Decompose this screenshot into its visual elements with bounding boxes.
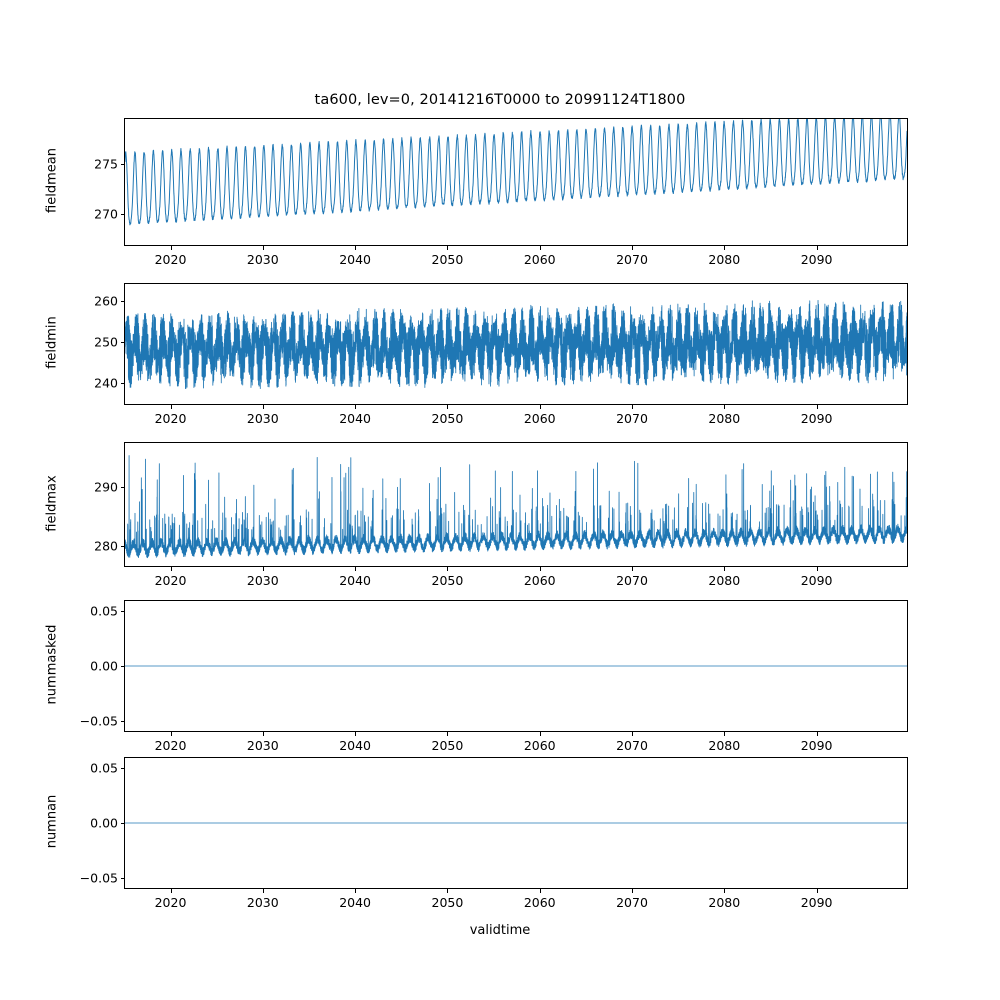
x-tick-mark <box>447 567 448 571</box>
x-tick-mark <box>632 246 633 250</box>
x-tick-mark <box>632 732 633 736</box>
y-tick-label: 280 <box>94 538 118 554</box>
x-tick-label: 2090 <box>800 411 833 426</box>
x-tick-label: 2030 <box>246 895 279 910</box>
x-tick-mark <box>263 889 264 893</box>
y-tick-mark <box>121 666 125 667</box>
data-line-fieldmax <box>125 456 907 558</box>
x-tick-label: 2050 <box>431 252 464 267</box>
x-tick-mark <box>632 405 633 409</box>
y-tick-mark <box>121 214 125 215</box>
x-tick-mark <box>355 246 356 250</box>
y-tick-label: 0.00 <box>90 815 118 831</box>
y-tick-label: 290 <box>94 479 118 495</box>
x-tick-label: 2090 <box>800 738 833 753</box>
y-axis-label-nummasked: nummasked <box>44 624 60 705</box>
x-tick-label: 2070 <box>616 573 648 588</box>
x-tick-label: 2050 <box>431 738 464 753</box>
x-tick-mark <box>171 246 172 250</box>
y-tick-label: −0.05 <box>79 870 118 886</box>
y-tick-mark <box>121 611 125 612</box>
x-tick-mark <box>355 567 356 571</box>
y-tick-mark <box>121 342 125 343</box>
x-tick-mark <box>263 405 264 409</box>
x-tick-mark <box>817 732 818 736</box>
y-tick-label: 260 <box>94 293 118 309</box>
x-tick-mark <box>447 889 448 893</box>
x-tick-mark <box>540 732 541 736</box>
y-tick-label: 250 <box>94 334 118 350</box>
y-tick-mark <box>121 164 125 165</box>
y-tick-mark <box>121 301 125 302</box>
x-tick-label: 2080 <box>708 738 741 753</box>
x-tick-label: 2090 <box>800 895 833 910</box>
y-tick-mark <box>121 768 125 769</box>
x-tick-mark <box>724 889 725 893</box>
x-tick-mark <box>632 889 633 893</box>
x-tick-label: 2060 <box>523 411 556 426</box>
x-tick-label: 2020 <box>154 252 187 267</box>
plot-panel-fieldmean <box>124 118 908 246</box>
y-tick-mark <box>121 487 125 488</box>
x-tick-mark <box>817 405 818 409</box>
x-tick-label: 2020 <box>154 573 187 588</box>
x-tick-mark <box>540 405 541 409</box>
y-tick-mark <box>121 823 125 824</box>
x-tick-label: 2020 <box>154 738 187 753</box>
x-tick-mark <box>540 567 541 571</box>
y-tick-label: 240 <box>94 375 118 391</box>
plot-panel-fieldmin <box>124 283 908 405</box>
x-tick-mark <box>171 889 172 893</box>
x-tick-mark <box>817 889 818 893</box>
y-axis-label-fieldmean: fieldmean <box>44 148 60 213</box>
x-tick-mark <box>817 567 818 571</box>
x-tick-mark <box>724 246 725 250</box>
data-line-fieldmean <box>125 119 907 225</box>
x-tick-mark <box>724 567 725 571</box>
x-tick-mark <box>355 405 356 409</box>
x-tick-label: 2080 <box>708 252 741 267</box>
x-tick-label: 2060 <box>523 895 556 910</box>
x-tick-label: 2040 <box>339 895 372 910</box>
x-tick-label: 2050 <box>431 573 464 588</box>
x-tick-mark <box>171 567 172 571</box>
x-tick-label: 2070 <box>616 252 648 267</box>
x-tick-label: 2030 <box>246 252 279 267</box>
x-tick-mark <box>263 732 264 736</box>
x-tick-label: 2020 <box>154 411 187 426</box>
x-tick-label: 2050 <box>431 411 464 426</box>
x-tick-label: 2080 <box>708 895 741 910</box>
x-tick-label: 2060 <box>523 252 556 267</box>
x-tick-label: 2040 <box>339 573 372 588</box>
y-tick-label: 275 <box>94 156 118 172</box>
x-axis-label: validtime <box>469 923 531 938</box>
x-tick-label: 2030 <box>246 411 279 426</box>
x-tick-label: 2030 <box>246 738 279 753</box>
y-tick-mark <box>121 383 125 384</box>
x-tick-mark <box>355 732 356 736</box>
plot-panel-nummasked <box>124 600 908 732</box>
x-tick-label: 2070 <box>616 895 648 910</box>
x-tick-mark <box>540 246 541 250</box>
x-tick-label: 2040 <box>339 411 372 426</box>
x-tick-label: 2050 <box>431 895 464 910</box>
y-tick-label: −0.05 <box>79 713 118 729</box>
x-tick-mark <box>263 567 264 571</box>
x-tick-mark <box>447 732 448 736</box>
x-tick-mark <box>447 405 448 409</box>
y-tick-mark <box>121 721 125 722</box>
y-axis-label-fieldmax: fieldmax <box>44 474 60 532</box>
x-tick-mark <box>355 889 356 893</box>
y-axis-label-numnan: numnan <box>44 794 60 849</box>
x-tick-label: 2090 <box>800 252 833 267</box>
y-axis-label-fieldmin: fieldmin <box>44 316 60 369</box>
y-tick-label: 0.00 <box>90 658 118 674</box>
x-tick-mark <box>263 246 264 250</box>
y-tick-label: 0.05 <box>90 603 118 619</box>
x-tick-label: 2060 <box>523 738 556 753</box>
figure-title: ta600, lev=0, 20141216T0000 to 20991124T1800 <box>314 92 686 108</box>
y-tick-mark <box>121 878 125 879</box>
plot-panel-fieldmax <box>124 442 908 567</box>
plot-panel-numnan <box>124 757 908 889</box>
x-tick-mark <box>447 246 448 250</box>
x-tick-label: 2020 <box>154 895 187 910</box>
x-tick-label: 2030 <box>246 573 279 588</box>
data-line-fieldmin <box>125 300 907 388</box>
x-tick-label: 2040 <box>339 252 372 267</box>
x-tick-mark <box>171 732 172 736</box>
x-tick-label: 2070 <box>616 411 648 426</box>
x-tick-mark <box>632 567 633 571</box>
x-tick-label: 2080 <box>708 573 741 588</box>
x-tick-mark <box>171 405 172 409</box>
y-tick-label: 270 <box>94 206 118 222</box>
x-tick-mark <box>817 246 818 250</box>
x-tick-mark <box>540 889 541 893</box>
x-tick-mark <box>724 405 725 409</box>
y-tick-mark <box>121 546 125 547</box>
x-tick-label: 2040 <box>339 738 372 753</box>
x-tick-mark <box>724 732 725 736</box>
x-tick-label: 2060 <box>523 573 556 588</box>
x-tick-label: 2090 <box>800 573 833 588</box>
y-tick-label: 0.05 <box>90 760 118 776</box>
x-tick-label: 2080 <box>708 411 741 426</box>
x-tick-label: 2070 <box>616 738 648 753</box>
